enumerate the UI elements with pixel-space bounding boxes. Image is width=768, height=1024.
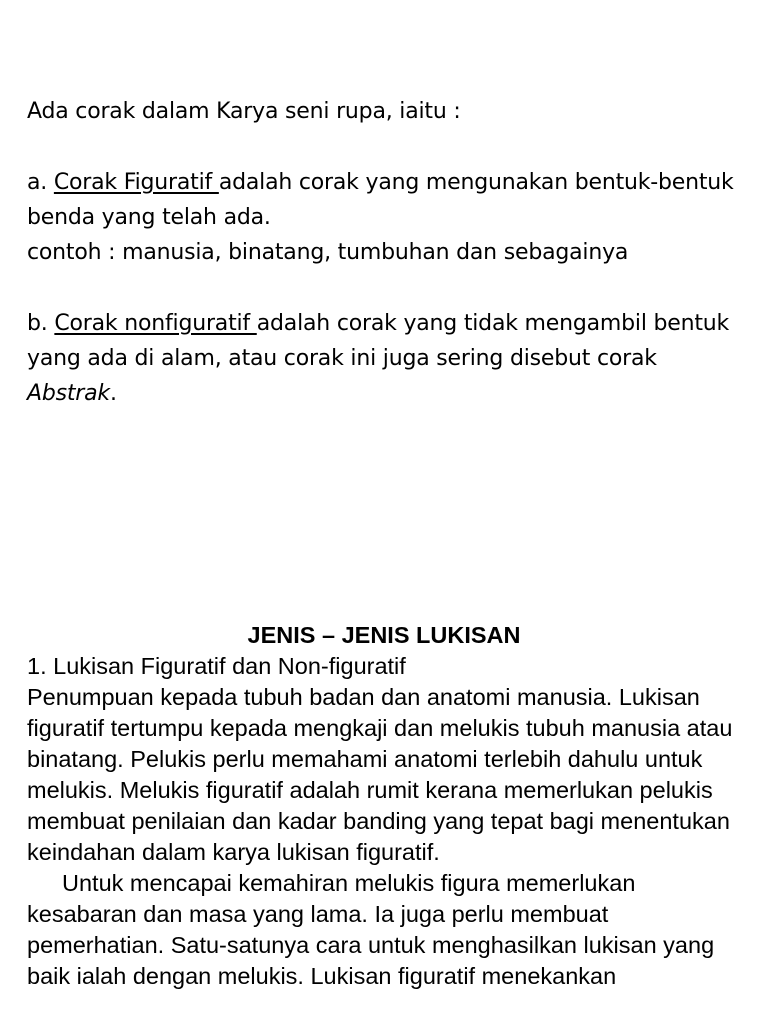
document-text-block bbox=[27, 620, 741, 992]
item-a-definition: adalah corak yang mengunakan bentuk-bentuk benda yang telah ada. bbox=[27, 170, 734, 230]
item-a-term: Corak Figuratif bbox=[53, 170, 219, 195]
slide-text-block bbox=[27, 94, 747, 411]
item-b-prefix: b. bbox=[27, 311, 55, 336]
item-b-end: . bbox=[109, 381, 117, 406]
item-b-italic-word: Abstrak bbox=[27, 381, 110, 406]
intro-text: Ada corak dalam Karya seni rupa, iaitu : bbox=[27, 99, 461, 124]
item-a-example: contoh : manusia, binatang, tumbuhan dan sebagainya bbox=[27, 240, 629, 265]
item-a-prefix: a. bbox=[27, 170, 54, 195]
spacer bbox=[27, 270, 747, 306]
item-b-paragraph bbox=[27, 306, 747, 411]
item-a-paragraph bbox=[27, 165, 747, 235]
document-subheading: 1. Lukisan Figuratif dan Non-figuratif bbox=[27, 653, 406, 679]
item-b-term: Corak nonfiguratif bbox=[54, 311, 257, 336]
document-paragraph-2: Untuk mencapai kemahiran melukis figura memerlukan kesabaran dan masa yang lama. Ia juga perlu membuat pemerhatian. Satu-satunya cara untuk menghasilkan lukisan yang baik ialah dengan melukis. Lukisan figuratif menekankan bbox=[27, 870, 715, 989]
document-paragraph-1: Penumpuan kepada tubuh badan dan anatomi manusia. Lukisan figuratif tertumpu kepada mengkaji dan melukis tubuh manusia atau binatang. Pelukis perlu memahami anatomi terlebih dahulu untuk melukis. Melukis figuratif adalah rumit kerana memerlukan pelukis membuat penilaian dan kadar banding yang tepat bagi menentukan keindahan dalam karya lukisan figuratif. bbox=[27, 684, 733, 865]
document-heading: JENIS – JENIS LUKISAN bbox=[247, 622, 521, 648]
item-b-definition: adalah corak yang tidak mengambil bentuk yang ada di alam, atau corak ini juga sering disebut corak bbox=[27, 311, 730, 371]
spacer bbox=[27, 129, 747, 165]
